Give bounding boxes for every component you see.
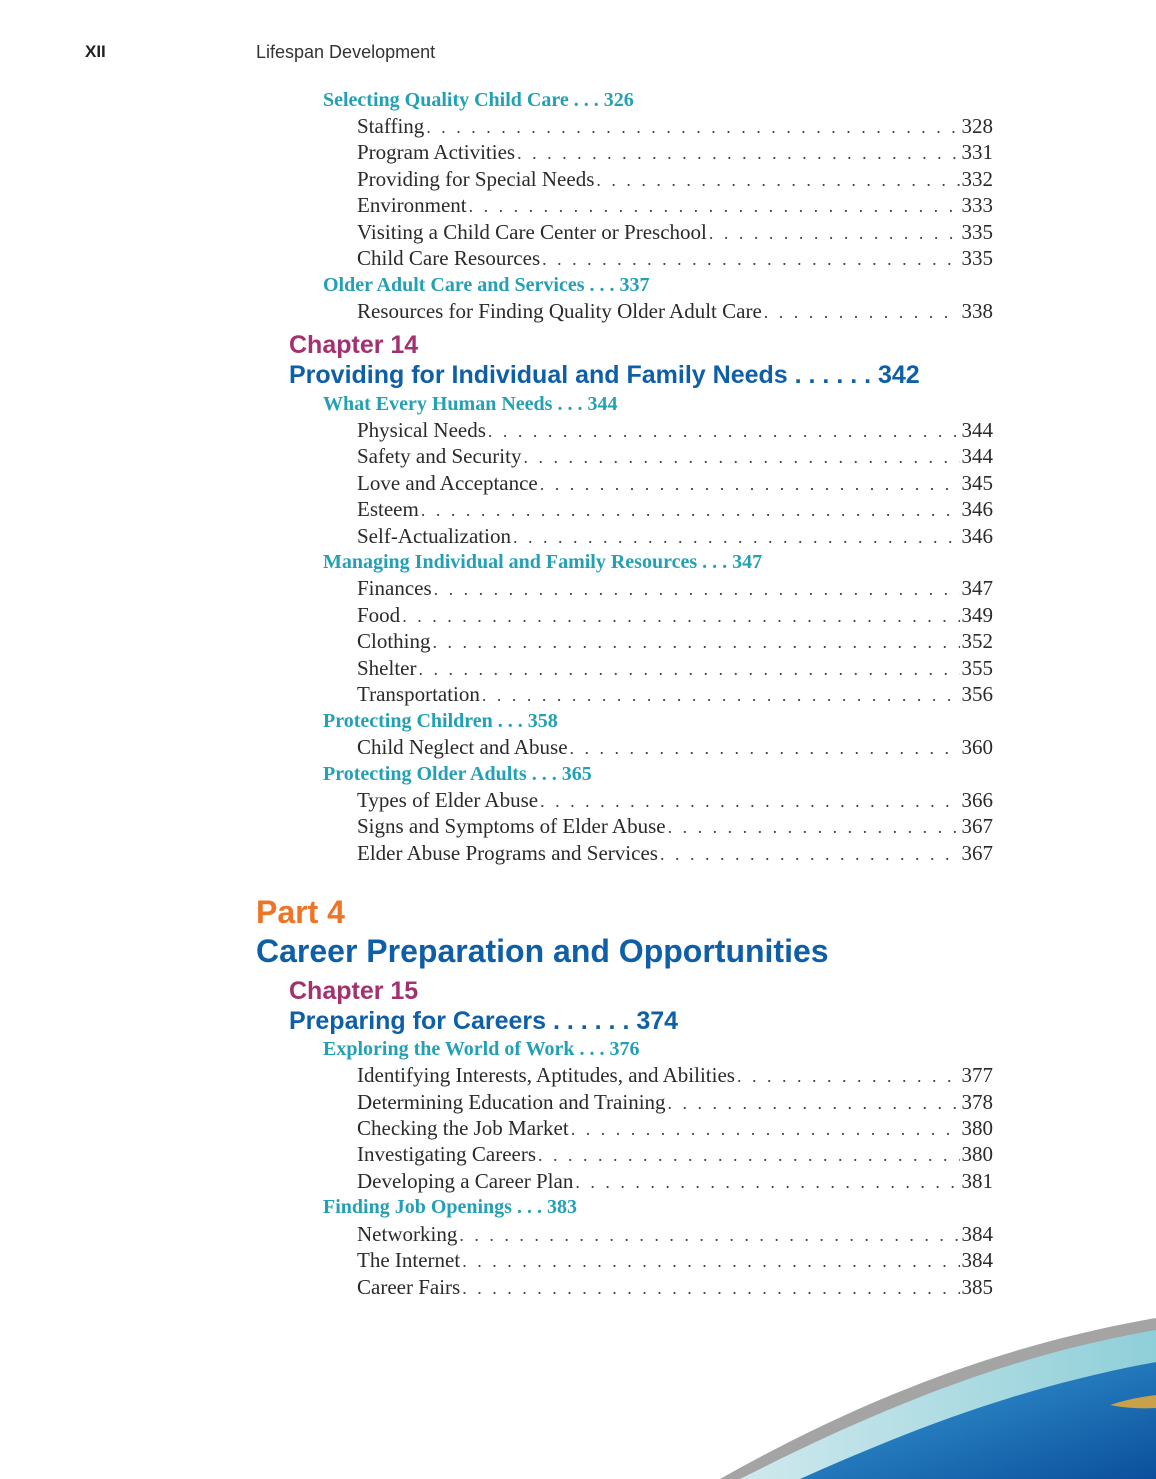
section-heading[interactable]: Selecting Quality Child Care . . . 326 — [323, 89, 634, 111]
entry-title: Determining Education and Training — [357, 1090, 666, 1114]
entry-title: Developing a Career Plan — [357, 1169, 574, 1193]
entry-page: 344 — [961, 418, 993, 442]
entry-title: Esteem — [357, 497, 419, 521]
entry-page: 332 — [961, 167, 993, 191]
entry-title: Elder Abuse Programs and Services — [357, 841, 658, 865]
entry-title: Physical Needs — [357, 418, 486, 442]
entry-page: 346 — [961, 497, 993, 521]
entry-page: 380 — [961, 1116, 993, 1140]
section-heading[interactable]: Older Adult Care and Services . . . 337 — [323, 274, 650, 296]
chapter-title[interactable]: Preparing for Careers . . . . . . 374 — [289, 1007, 679, 1035]
entry-page: 378 — [961, 1090, 993, 1114]
entry-page: 352 — [961, 629, 993, 653]
chapter-title[interactable]: Providing for Individual and Family Needs . . . . . . 342 — [289, 361, 920, 389]
part-label: Part 4 — [256, 894, 345, 930]
section-heading[interactable]: Finding Job Openings . . . 383 — [323, 1196, 577, 1218]
entry-title: The Internet — [357, 1248, 461, 1272]
entry-title: Transportation — [357, 682, 480, 706]
entry-page: 345 — [961, 471, 993, 495]
entry-title: Identifying Interests, Aptitudes, and Abilities — [357, 1063, 735, 1087]
entry-title: Providing for Special Needs — [357, 167, 595, 191]
entry-title: Food — [357, 603, 401, 627]
entry-page: 344 — [961, 444, 993, 468]
entry-page: 356 — [961, 682, 993, 706]
entry-title: Program Activities — [357, 140, 516, 164]
entry-page: 347 — [961, 576, 993, 600]
entry-page: 384 — [961, 1248, 993, 1272]
entry-title: Finances — [357, 576, 432, 600]
entry-title: Signs and Symptoms of Elder Abuse — [357, 814, 666, 838]
page-number: XII — [85, 42, 106, 61]
entry-title: Networking — [357, 1222, 458, 1246]
section-heading[interactable]: Protecting Children . . . 358 — [323, 710, 558, 732]
section-heading[interactable]: Managing Individual and Family Resources . . . 347 — [323, 551, 763, 573]
chapter-label: Chapter 14 — [289, 331, 419, 359]
entry-page: 333 — [961, 193, 993, 217]
section-heading[interactable]: Exploring the World of Work . . . 376 — [323, 1038, 640, 1060]
entry-page: 335 — [961, 220, 993, 244]
entry-page: 367 — [961, 841, 993, 865]
entry-page: 346 — [961, 524, 993, 548]
entry-title: Investigating Careers — [357, 1142, 537, 1166]
entry-title: Safety and Security — [357, 444, 522, 468]
entry-page: 385 — [961, 1275, 993, 1299]
book-title: Lifespan Development — [256, 42, 436, 62]
section-heading[interactable]: Protecting Older Adults . . . 365 — [323, 763, 592, 785]
entry-page: 380 — [961, 1142, 993, 1166]
entry-page: 381 — [961, 1169, 993, 1193]
entry-page: 384 — [961, 1222, 993, 1246]
entry-page: 355 — [961, 656, 993, 680]
entry-title: Resources for Finding Quality Older Adult Care — [357, 299, 762, 323]
chapter-label: Chapter 15 — [289, 977, 419, 1005]
entry-page: 331 — [961, 140, 993, 164]
entry-title: Child Neglect and Abuse — [357, 735, 568, 759]
entry-title: Environment — [357, 193, 467, 217]
entry-title: Types of Elder Abuse — [357, 788, 539, 812]
entry-title: Checking the Job Market — [357, 1116, 569, 1140]
entry-page: 338 — [961, 299, 993, 323]
entry-title: Shelter — [357, 656, 417, 680]
entry-title: Love and Acceptance — [357, 471, 538, 495]
entry-title: Career Fairs — [357, 1275, 461, 1299]
entry-title: Child Care Resources — [357, 246, 541, 270]
entry-page: 366 — [961, 788, 993, 812]
part-title[interactable]: Career Preparation and Opportunities — [256, 933, 829, 969]
entry-title: Staffing — [357, 114, 425, 138]
entry-page: 349 — [961, 603, 993, 627]
entry-page: 335 — [961, 246, 993, 270]
entry-page: 328 — [961, 114, 993, 138]
entry-page: 367 — [961, 814, 993, 838]
entry-title: Self-Actualization — [357, 524, 511, 548]
entry-page: 377 — [961, 1063, 993, 1087]
section-heading[interactable]: What Every Human Needs . . . 344 — [323, 393, 618, 415]
entry-title: Clothing — [357, 629, 431, 653]
entry-page: 360 — [961, 735, 993, 759]
entry-title: Visiting a Child Care Center or Preschool — [357, 220, 707, 244]
